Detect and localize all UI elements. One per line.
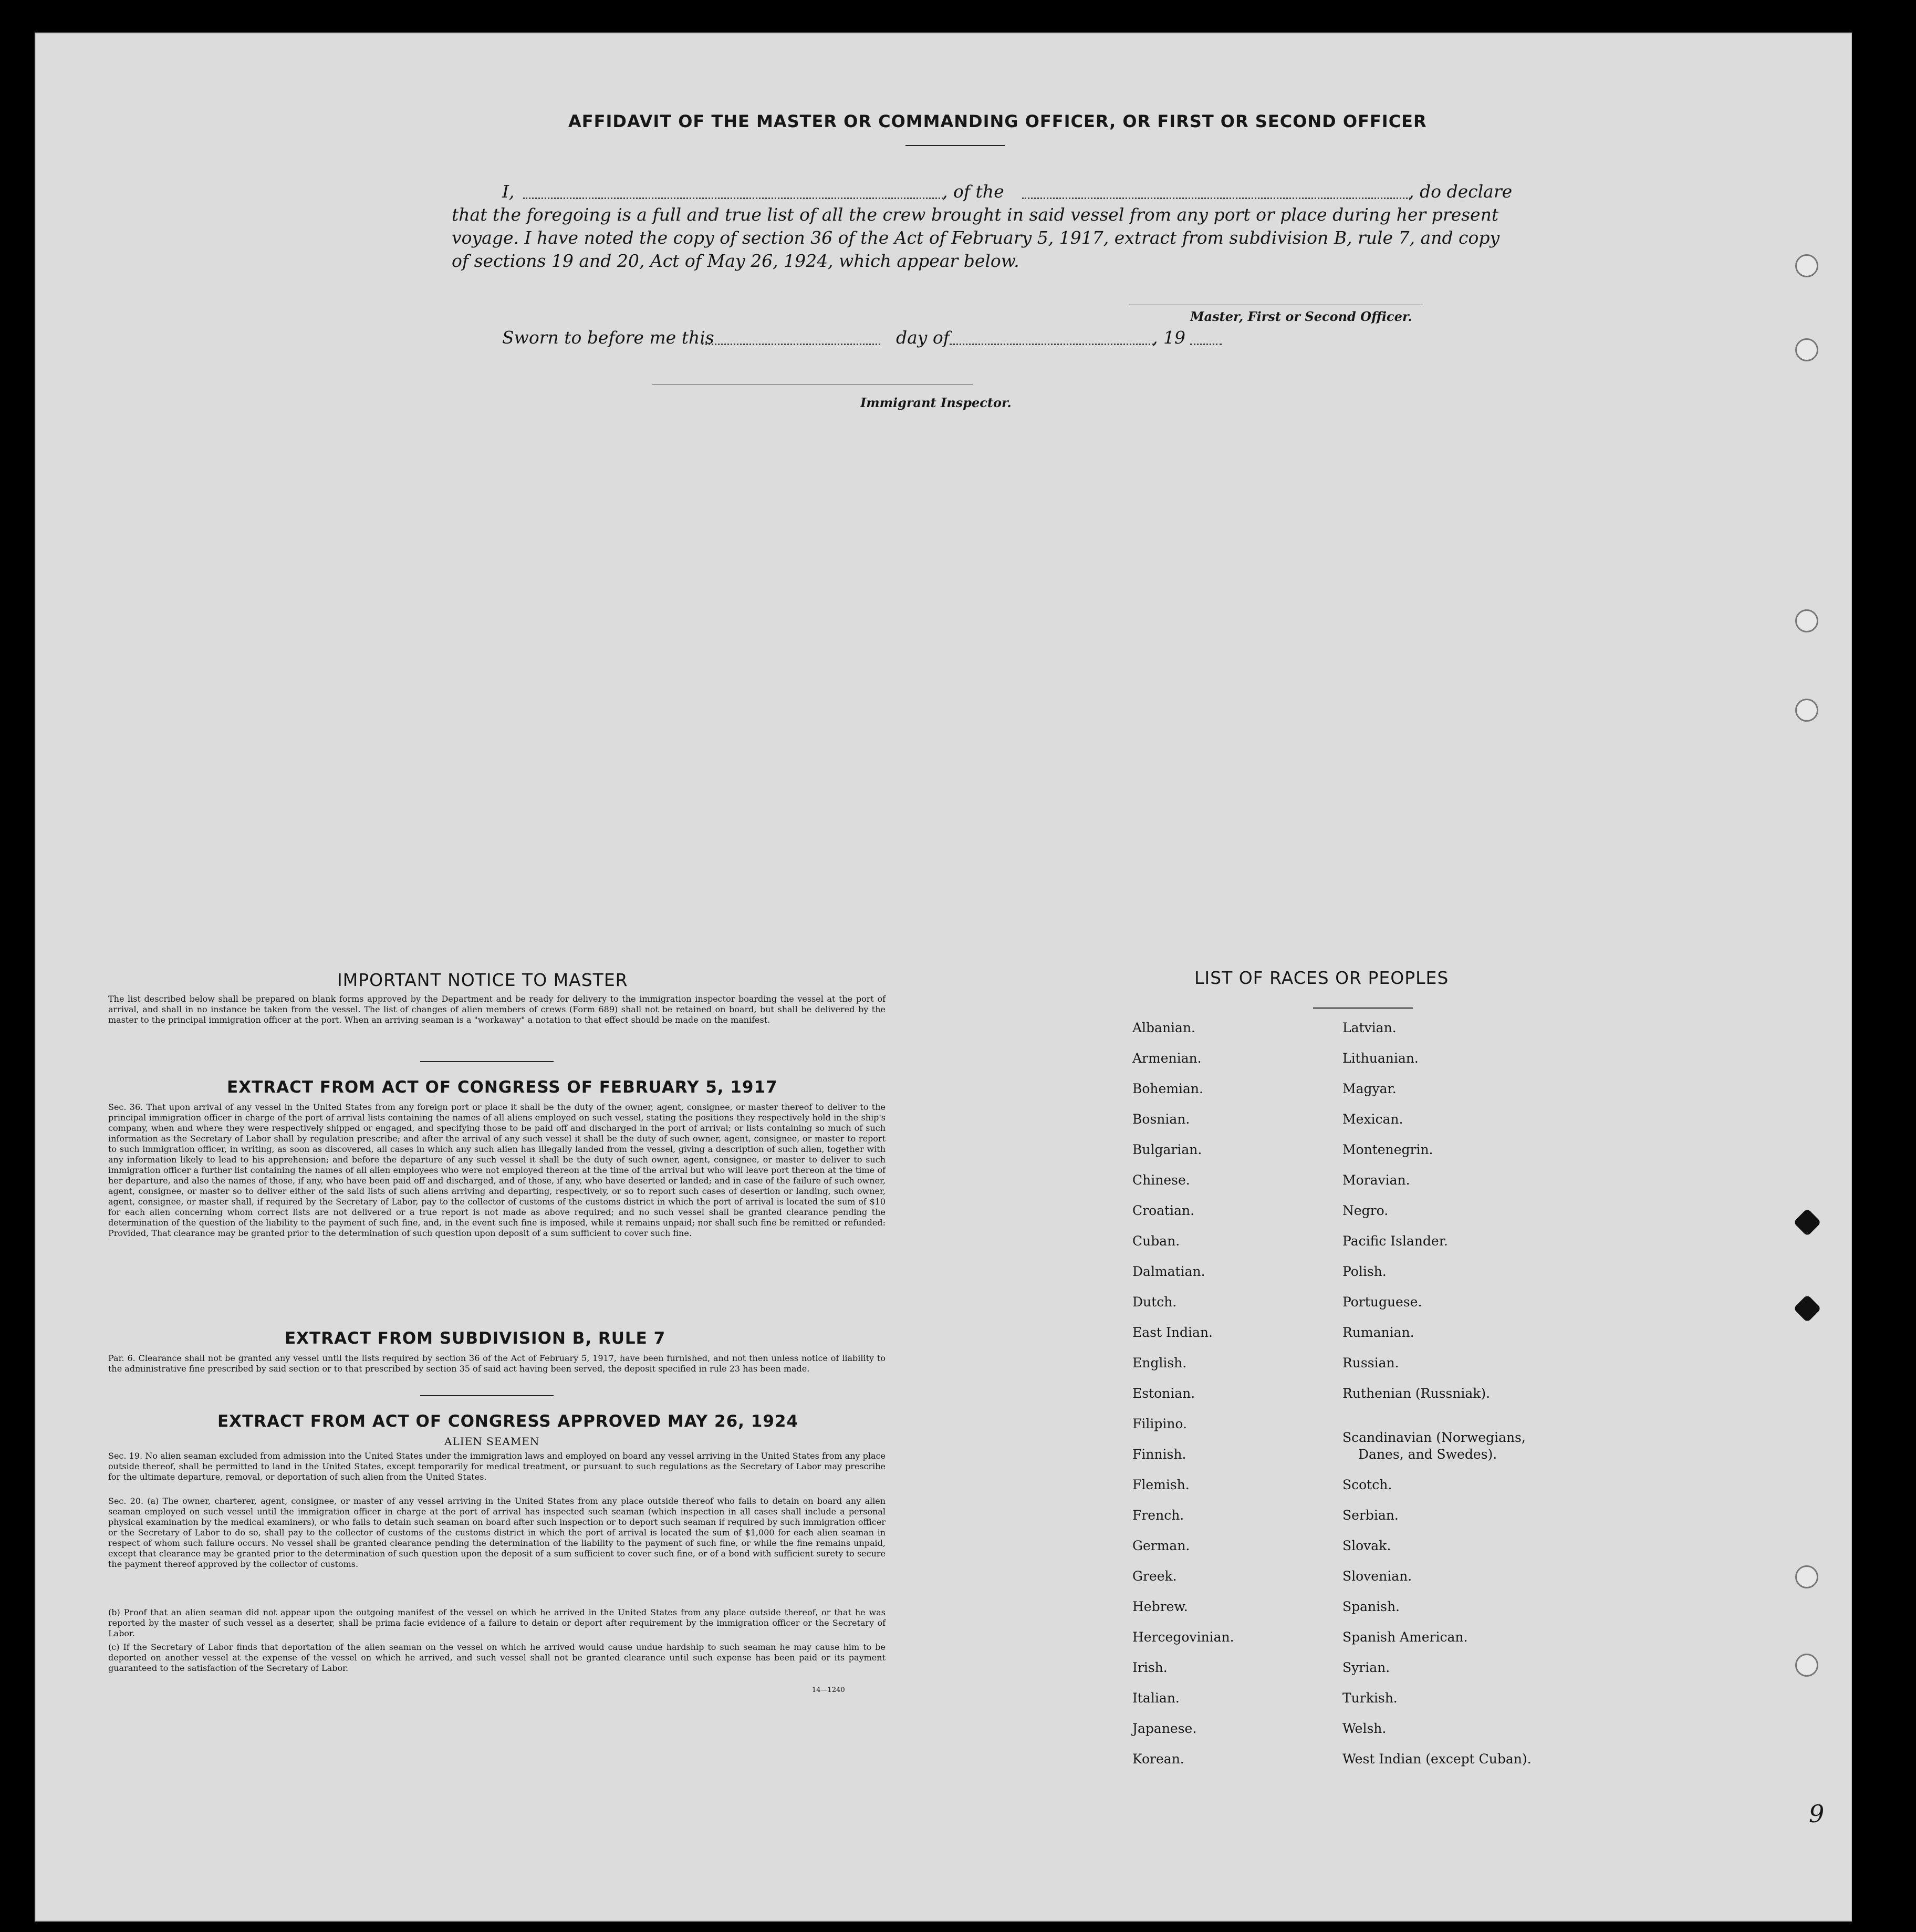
rule7-text: Par. 6. Clearance shall not be granted any vessel until the lists required by section 36 of the Act of February 5, 1917, have been furnished, and not then unless notice of liability to the administrative fine prescribed by said section or to that prescribed by section 35 of said act having been served, the deposit specified in rule 23 has been made. xyxy=(108,1353,886,1374)
race-item: Turkish. xyxy=(1342,1690,1398,1706)
document-sheet xyxy=(35,33,1852,1921)
notice-title: IMPORTANT NOTICE TO MASTER xyxy=(337,970,628,990)
alien-seamen-subtitle: ALIEN SEAMEN xyxy=(444,1435,540,1448)
punch-hole-icon xyxy=(1795,338,1818,361)
race-item: Albanian. xyxy=(1132,1020,1196,1035)
race-item: French. xyxy=(1132,1508,1184,1523)
punch-hole-icon xyxy=(1793,1294,1821,1323)
race-item: Chinese. xyxy=(1132,1172,1190,1188)
race-item: Estonian. xyxy=(1132,1386,1195,1401)
race-item: Slovenian. xyxy=(1342,1569,1412,1584)
race-item: Bohemian. xyxy=(1132,1081,1203,1096)
punch-hole-icon xyxy=(1795,699,1818,722)
sec20a-text: Sec. 20. (a) The owner, charterer, agent, consignee, or master of any vessel arriving in the United States from any place outside thereof who fails to detain on board any alien seaman employed on such vessel until the immigration officer in charge at the port of arrival has inspected such seaman (which inspection in all cases shall include a personal physical examination by the medical examiners), or who fails to detain such seaman on board after such inspection or to deport such seaman if required by such immigration officer or the Secretary of Labor to do so, shall pay to the collector of customs of the customs district in which the port of arrival is located the sum of $1,000 for each alien seaman in respect of whom such failure occurs. No vessel shall be granted clearance pending the determination of the liability to the payment of such fine, or while the fine remains unpaid, except that clearance may be granted prior to the determination of such question upon the deposit of a sum sufficient to cover such fine, or of a bond with sufficient surety to secure the payment thereof approved by the collector of customs. xyxy=(108,1496,886,1569)
race-item: Finnish. xyxy=(1132,1447,1186,1462)
race-item: Filipino. xyxy=(1132,1416,1187,1431)
race-item: Portuguese. xyxy=(1342,1294,1422,1310)
race-item: Latvian. xyxy=(1342,1020,1397,1035)
race-item: Negro. xyxy=(1342,1203,1389,1218)
race-item: Armenian. xyxy=(1132,1051,1202,1066)
race-item: Danes, and Swedes). xyxy=(1358,1447,1497,1462)
race-item: Greek. xyxy=(1132,1569,1177,1584)
sec20c-text: (c) If the Secretary of Labor finds that deportation of the alien seaman on the vessel on which he arrived would cause undue hardship to such seaman he may cause him to be deported on another vessel at the expense of the vessel on which he arrived, and such vessel shall not be granted clearance until such expense has been paid or its payment guaranteed to the satisfaction of the Secretary of Labor. xyxy=(108,1642,886,1673)
race-item: Spanish. xyxy=(1342,1599,1400,1614)
master-signature-label: Master, First or Second Officer. xyxy=(1190,309,1412,324)
inspector-label: Immigrant Inspector. xyxy=(860,395,1012,410)
race-item: Hebrew. xyxy=(1132,1599,1188,1614)
rule7-divider xyxy=(420,1395,554,1396)
race-item: Magyar. xyxy=(1342,1081,1397,1096)
affidavit-title: AFFIDAVIT OF THE MASTER OR COMMANDING OFFICER, OR FIRST OR SECOND OFFICER xyxy=(568,111,1427,131)
punch-hole-icon xyxy=(1795,609,1818,632)
race-item: Ruthenian (Russniak). xyxy=(1342,1386,1491,1401)
race-item: Hercegovinian. xyxy=(1132,1629,1234,1645)
race-item: Croatian. xyxy=(1132,1203,1195,1218)
sec20b-text: (b) Proof that an alien seaman did not appear upon the outgoing manifest of the vessel on which he arrived in the United States from any place outside thereof, or that he was reported by the master of such vessel as a deserter, shall be prima facie evidence of a failure to detain or deport after requirement by the immigration officer or the Secretary of Labor. xyxy=(108,1607,886,1638)
race-item: West Indian (except Cuban). xyxy=(1342,1751,1532,1767)
race-item: Scandinavian (Norwegians, xyxy=(1342,1430,1526,1445)
race-item: Korean. xyxy=(1132,1751,1184,1767)
form-number: 14—1240 xyxy=(812,1686,845,1694)
race-item: Bosnian. xyxy=(1132,1112,1190,1127)
race-item: Lithuanian. xyxy=(1342,1051,1419,1066)
rule7-title: EXTRACT FROM SUBDIVISION B, RULE 7 xyxy=(285,1329,666,1348)
affidavit-line4: of sections 19 and 20, Act of May 26, 1924, which appear below. xyxy=(452,251,1019,271)
extract-1917-title: EXTRACT FROM ACT OF CONGRESS OF FEBRUARY 5, 1917 xyxy=(227,1078,778,1097)
race-item: Rumanian. xyxy=(1342,1325,1414,1340)
extract-1917-text: Sec. 36. That upon arrival of any vessel in the United States from any foreign port or place it shall be the duty of the owner, agent, consignee, or master thereof to deliver to the principal immigration officer in charge of the port of arrival lists containing the names of all aliens employed on such vessel, stating the positions they respectively hold in the ship's company, when and where they were respectively shipped or engaged, and specifying those to be paid off and discharged in the port of arrival; or lists containing so much of such information as the Secretary of Labor shall by regulation prescribe; and after the arrival of any such vessel it shall be the duty of such owner, agent, consignee, or master to report to such immigration officer, in writing, as soon as discovered, all cases in which any such alien has illegally landed from the vessel, giving a description of such alien, together with any information likely to lead to his apprehension; and before the departure of any such vessel it shall be the duty of such owner, agent, consignee, or master to deliver to such immigration officer a further list containing the names of all alien employees who were not employed thereon at the time of the arrival but who will leave port thereon at the time of her departure, and also the names of those, if any, who have been paid off and discharged, and of those, if any, who have deserted or landed; and in case of the failure of such owner, agent, consignee, or master so to deliver either of the said lists of such aliens arriving and departing, respectively, or so to report such cases of desertion or landing, such owner, agent, consignee, or master shall, if required by the Secretary of Labor, pay to the collector of customs of the customs district in which the port of arrival is located the sum of $10 for each alien concerning whom correct lists are not delivered or a true report is not made as above required; and no such vessel shall be granted clearance pending the determination of the question of the liability to the payment of such fine, and, in the event such fine is imposed, while it remains unpaid; nor shall such fine be remitted or refunded: Provided, That clearance may be granted prior to the determination of such question upon deposit of a sum sufficient to cover such fine. xyxy=(108,1102,886,1238)
page-mark: 9 xyxy=(1809,1800,1825,1828)
race-item: Slovak. xyxy=(1342,1538,1391,1553)
race-item: Welsh. xyxy=(1342,1721,1387,1736)
affidavit-line1-declare: , do declare xyxy=(1409,181,1513,202)
affidavit-line1-of: , of the xyxy=(942,181,1004,202)
title-divider xyxy=(905,145,1005,146)
vessel-blank xyxy=(1022,198,1411,199)
race-item: Russian. xyxy=(1342,1355,1399,1370)
affidavit-line3: voyage. I have noted the copy of section 36 of the Act of February 5, 1917, extract from subdivision B, rule 7, and copy xyxy=(452,227,1500,248)
races-title: LIST OF RACES OR PEOPLES xyxy=(1194,968,1449,988)
race-item: Serbian. xyxy=(1342,1508,1399,1523)
race-item: Syrian. xyxy=(1342,1660,1390,1675)
notice-divider xyxy=(420,1061,554,1062)
notice-text: The list described below shall be prepared on blank forms approved by the Department and be ready for delivery to the immigration inspector boarding the vessel at the port of arrival, and shall in no instance be taken from the vessel. The list of changes of alien members of crews (Form 689) shall not be retained on board, but shall be delivered by the master to the principal immigration officer at the port. When an arriving seaman is a "workaway" a notation to that effect should be made on the manifest. xyxy=(108,994,886,1025)
punch-hole-icon xyxy=(1795,254,1818,277)
race-item: Flemish. xyxy=(1132,1477,1190,1492)
race-item: Scotch. xyxy=(1342,1477,1392,1492)
race-item: East Indian. xyxy=(1132,1325,1213,1340)
race-item: Cuban. xyxy=(1132,1233,1180,1249)
race-item: German. xyxy=(1132,1538,1190,1553)
race-item: Pacific Islander. xyxy=(1342,1233,1448,1249)
punch-hole-icon xyxy=(1795,1565,1818,1588)
sworn-text: Sworn to before me this xyxy=(502,327,714,348)
punch-hole-icon xyxy=(1795,1654,1818,1677)
sworn-year-blank xyxy=(1190,344,1222,345)
race-item: English. xyxy=(1132,1355,1187,1370)
sec19-text: Sec. 19. No alien seaman excluded from admission into the United States under the immigration laws and employed on board any vessel arriving in the United States from any place outside thereof, shall be permitted to land in the United States, except temporarily for medical treatment, or pursuant to such regulations as the Secretary of Labor may prescribe for the ultimate departure, removal, or deportation of such alien from the United States. xyxy=(108,1451,886,1482)
race-item: Italian. xyxy=(1132,1690,1180,1706)
race-item: Polish. xyxy=(1342,1264,1387,1279)
affidavit-line1-i: I, xyxy=(502,181,515,202)
race-item: Dutch. xyxy=(1132,1294,1177,1310)
punch-hole-icon xyxy=(1793,1208,1821,1237)
extract-1924-title: EXTRACT FROM ACT OF CONGRESS APPROVED MAY 26, 1924 xyxy=(217,1412,799,1431)
day-of-text: day of xyxy=(896,327,950,348)
affidavit-line2: that the foregoing is a full and true list of all the crew brought in said vessel from any port or place during her present xyxy=(452,204,1499,225)
races-divider xyxy=(1313,1007,1413,1009)
name-blank xyxy=(523,198,943,199)
race-item: Bulgarian. xyxy=(1132,1142,1202,1157)
race-item: Dalmatian. xyxy=(1132,1264,1205,1279)
race-item: Mexican. xyxy=(1342,1112,1403,1127)
race-item: Montenegrin. xyxy=(1342,1142,1433,1157)
race-item: Moravian. xyxy=(1342,1172,1410,1188)
year-text: , 19 xyxy=(1152,327,1185,348)
sworn-month-blank xyxy=(950,344,1154,345)
race-item: Irish. xyxy=(1132,1660,1168,1675)
race-item: Spanish American. xyxy=(1342,1629,1468,1645)
race-item: Japanese. xyxy=(1132,1721,1197,1736)
sworn-day-blank xyxy=(702,344,880,345)
